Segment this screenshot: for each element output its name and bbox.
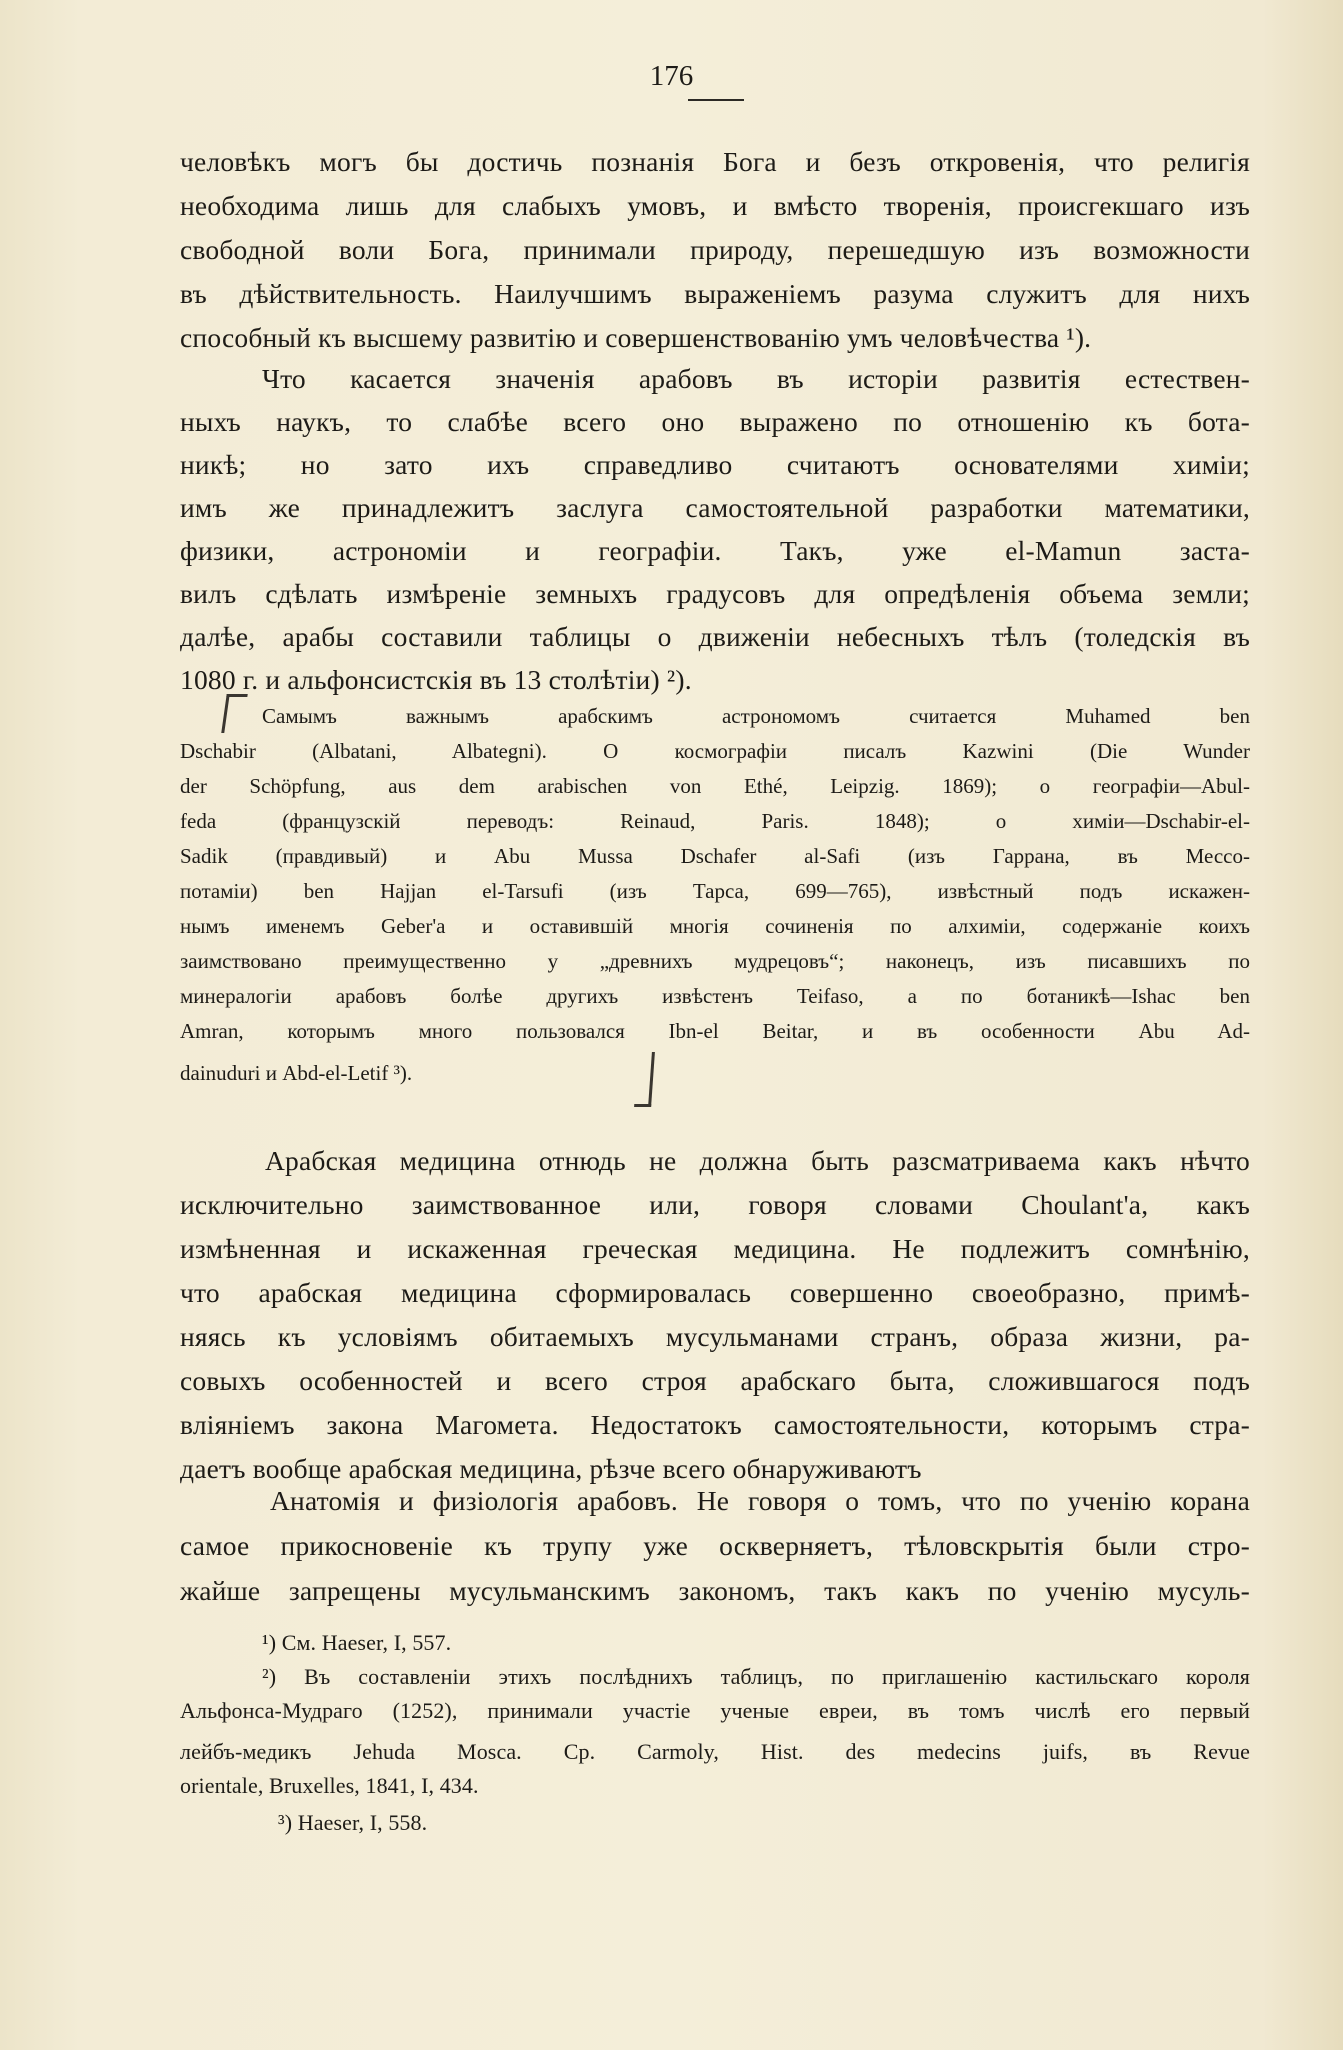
text-line: Что касается значенія арабовъ въ исторіи развитія естествен- <box>262 363 1250 394</box>
text-line: 1080 г. и альфонсистскія въ 13 столѣтіи) ²). <box>180 664 692 695</box>
text-line: въ дѣйствительность. Наилучшимъ выраженіемъ разума служитъ для нихъ <box>180 278 1250 309</box>
page-number-rule <box>688 99 744 101</box>
text-line: свободной воли Бога, принимали природу, перешедшую изъ возможности <box>180 234 1250 265</box>
text-line: имъ же принадлежитъ заслуга самостоятельной разработки математики, <box>180 492 1250 523</box>
text-line: жайше запрещены мусульманскимъ закономъ, такъ какъ по ученію мусуль- <box>180 1575 1250 1606</box>
footnote-line: Альфонса-Мудраго (1252), принимали участіе ученые евреи, въ томъ числѣ его первый <box>180 1698 1250 1723</box>
text-line: вилъ сдѣлать измѣреніе земныхъ градусовъ для опредѣленія объема земли; <box>180 578 1250 609</box>
text-line: Арабская медицина отнюдь не должна быть разсматриваема какъ нѣчто <box>265 1145 1250 1176</box>
small-text-line: Dschabir (Albatani, Albategni). О космографіи писалъ Kazwini (Die Wunder <box>180 739 1250 763</box>
text-line: что арабская медицина сформировалась совершенно своеобразно, примѣ- <box>180 1277 1250 1308</box>
footnote-line: ²) Въ составленіи этихъ послѣднихъ таблицъ, по приглашенію кастильскаго короля <box>262 1664 1250 1689</box>
small-text-line: потаміи) ben Hajjan el-Tarsufi (изъ Тарса, 699—765), извѣстный подъ искажен- <box>180 879 1250 903</box>
text-line: необходима лишь для слабыхъ умовъ, и вмѣсто творенія, происгекшаго изъ <box>180 190 1250 221</box>
text-line: Анатомія и физіологія арабовъ. Не говоря о томъ, что по ученію корана <box>270 1485 1250 1516</box>
small-text-line: Sadik (правдивый) и Abu Mussa Dschafer al-Safi (изъ Гаррана, въ Мессо- <box>180 844 1250 868</box>
small-text-line: Самымъ важнымъ арабскимъ астрономомъ считается Muhamed ben <box>262 704 1250 728</box>
text-line: даетъ вообще арабская медицина, рѣзче всего обнаруживаютъ <box>180 1453 922 1484</box>
text-line: няясь къ условіямъ обитаемыхъ мусульманами странъ, образа жизни, ра- <box>180 1321 1250 1352</box>
small-text-line: минералогіи арабовъ болѣе другихъ извѣстенъ Teifaso, а по ботаникѣ—Ishac ben <box>180 984 1250 1008</box>
text-line: физики, астрономіи и географіи. Такъ, уже el-Mamun заста- <box>180 535 1250 566</box>
footnote-line: orientale, Bruxelles, 1841, I, 434. <box>180 1773 479 1798</box>
text-line: далѣе, арабы составили таблицы о движеніи небесныхъ тѣлъ (толедскія въ <box>180 621 1250 652</box>
text-line: вліяніемъ закона Магомета. Недостатокъ самостоятельности, которымъ стра- <box>180 1409 1250 1440</box>
footnote-line: ³) Haeser, I, 558. <box>278 1810 428 1835</box>
text-line: ныхъ наукъ, то слабѣе всего оно выражено по отношенію къ бота- <box>180 406 1250 437</box>
text-line: способный къ высшему развитію и совершенствованію умъ человѣчества ¹). <box>180 322 1092 353</box>
text-line: исключительно заимствованное или, говоря словами Choulant'а, какъ <box>180 1189 1250 1220</box>
footnote-line: лейбъ-медикъ Jehuda Mosca. Ср. Carmoly, Hist. des medecins juifs, въ Revue <box>180 1739 1250 1764</box>
small-text-line: feda (французскій переводъ: Reinaud, Paris. 1848); о химіи—Dschabir-el- <box>180 809 1250 833</box>
footnote-line: ¹) См. Haeser, I, 557. <box>262 1630 452 1655</box>
page-number: 176 <box>649 60 694 92</box>
small-text-line: der Schöpfung, aus dem arabischen von Ethé, Leipzig. 1869); о географіи—Abul- <box>180 774 1250 798</box>
text-line: никѣ; но зато ихъ справедливо считаютъ основателями химіи; <box>180 449 1250 480</box>
text-line: совыхъ особенностей и всего строя арабскаго быта, сложившагося подъ <box>180 1365 1250 1396</box>
small-text-line: dainuduri и Abd-el-Letif ³). <box>180 1061 413 1085</box>
small-text-line: заимствовано преимущественно у „древнихъ мудрецовъ“; наконецъ, изъ писавшихъ по <box>180 949 1250 973</box>
handwritten-bracket-open <box>221 694 247 733</box>
small-text-line: нымъ именемъ Geber'а и оставившій многія сочиненія по алхиміи, содержаніе коихъ <box>180 914 1250 938</box>
small-text-line: Amran, которымъ много пользовался Ibn-el Beitar, и въ особенности Abu Ad- <box>180 1019 1250 1043</box>
text-line: человѣкъ могъ бы достичь познанія Бога и безъ откровенія, что религія <box>180 146 1250 177</box>
text-line: самое прикосновеніе къ трупу уже оскверняетъ, тѣловскрытія были стро- <box>180 1530 1250 1561</box>
text-line: измѣненная и искаженная греческая медицина. Не подлежитъ сомнѣнію, <box>180 1233 1250 1264</box>
